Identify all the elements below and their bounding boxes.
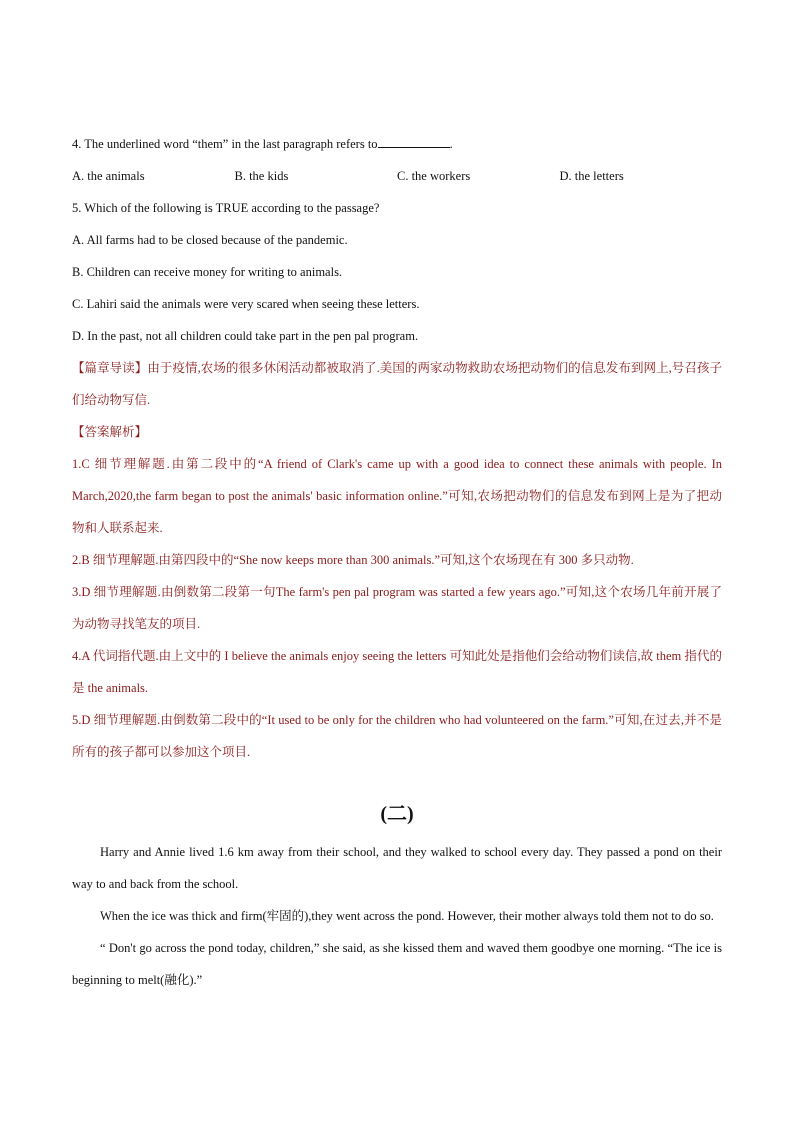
page-content xyxy=(72,128,722,996)
option-a: A. the animals xyxy=(72,169,145,183)
answer-blank xyxy=(378,131,450,148)
passage-guide xyxy=(72,352,722,416)
option-c: C. the workers xyxy=(397,169,471,183)
question-4-stem-text: 4. The underlined word “them” in the last paragraph refers to xyxy=(72,137,378,151)
section-title: (二) xyxy=(380,803,414,825)
question-4-stem xyxy=(72,128,722,160)
option-b: B. the kids xyxy=(234,169,289,183)
guide-label: 【篇章导读】 xyxy=(72,361,148,375)
question-4-stem-end: . xyxy=(449,137,453,151)
question-5-stem: 5. Which of the following is TRUE according to the passage? xyxy=(72,201,380,215)
guide-text: 由于疫情,农场的很多休闲活动都被取消了.美国的两家动物救助农场把动物们的信息发布到网上,号召孩子们给动物写信. xyxy=(72,361,722,407)
answer-item-1: 1.C 细节理解题.由第二段中的“A friend of Clark's came up with a good idea to connect these animals with people. In March,2020,the farm began to post the animals' basic information online.”可知,农场把动物们的信息发布到网上是为了把动物和人联系起来. xyxy=(72,457,722,535)
question-5-option-c: C. Lahiri said the animals were very scared when seeing these letters. xyxy=(72,297,420,311)
answer-item-4: 4.A 代词指代题.由上文中的 I believe the animals enjoy seeing the letters 可知此处是指他们会给动物们读信,故 them 指代的是 the animals. xyxy=(72,649,722,695)
question-4-options xyxy=(72,160,722,192)
question-5-option-b: B. Children can receive money for writing to animals. xyxy=(72,265,343,279)
question-5-option-d: D. In the past, not all children could take part in the pen pal program. xyxy=(72,329,419,343)
question-5-option-a: A. All farms had to be closed because of the pandemic. xyxy=(72,233,348,247)
answer-item-2: 2.B 细节理解题.由第四段中的“She now keeps more than 300 animals.”可知,这个农场现在有 300 多只动物. xyxy=(72,553,634,567)
answers-label: 【答案解析】 xyxy=(72,425,148,439)
answer-item-3: 3.D 细节理解题.由倒数第二段第一句The farm's pen pal program was started a few years ago.”可知,这个农场几年前开展了为动物寻找笔友的项目. xyxy=(72,585,722,631)
story-paragraph-2: When the ice was thick and firm(牢固的),they went across the pond. However, their mother always told them not to do so. xyxy=(100,909,714,923)
story-paragraph-1: Harry and Annie lived 1.6 km away from their school, and they walked to school every day. They passed a pond on their way to and back from the school. xyxy=(72,845,722,891)
answer-item-5: 5.D 细节理解题.由倒数第二段中的“It used to be only for the children who had volunteered on the farm.”可知,在过去,并不是所有的孩子都可以参加这个项目. xyxy=(72,713,722,759)
story-paragraph-3: “ Don't go across the pond today, children,” she said, as she kissed them and waved them goodbye one morning. “The ice is beginning to melt(融化).” xyxy=(72,941,722,987)
option-d: D. the letters xyxy=(559,169,624,183)
